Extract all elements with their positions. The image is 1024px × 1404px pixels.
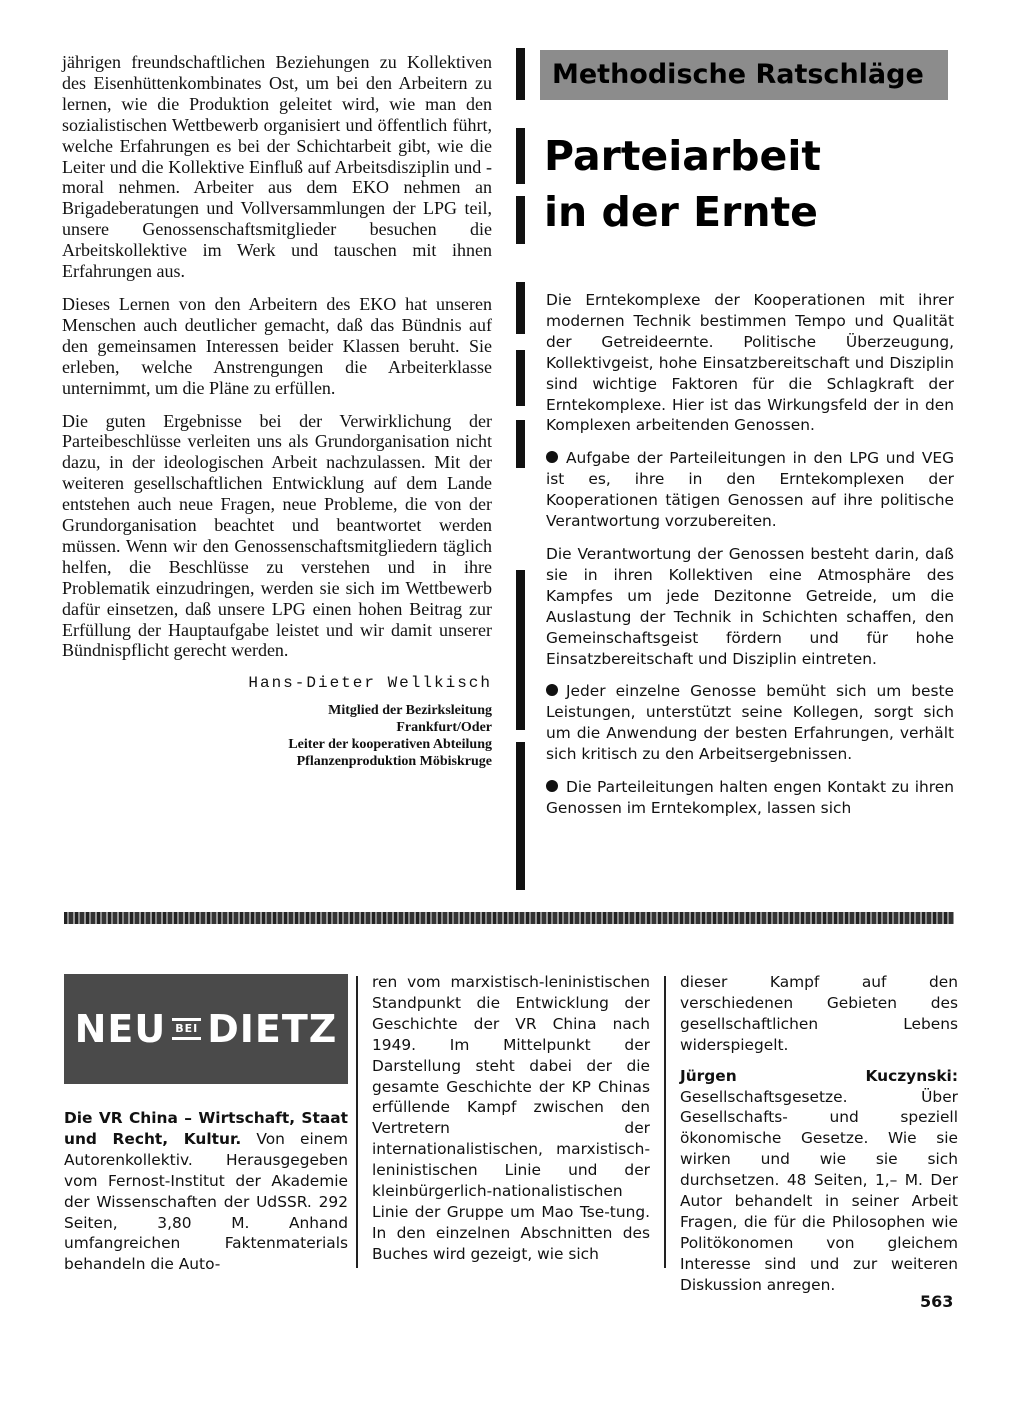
article-headline (544, 128, 821, 240)
book1-title: Die VR China – Wirtschaft, Staat und Recht, Kultur. (64, 1109, 348, 1148)
right-paragraph-2: Die Verantwortung der Genossen besteht darin, daß sie in ihren Kollektiven eine Atmosphäre des Kampfes um jede Dezitonne Getreide, um die Auslastung der Technik in Schichten schaffen, den Gemeinschaftsgeist fördern und für hohe Einsatzbereitschaft und Disziplin eintreten. (546, 544, 954, 668)
column-rule (356, 976, 358, 1268)
margin-bar (516, 350, 525, 406)
neu-bei-dietz-logo (64, 974, 348, 1084)
book2-entry (680, 1066, 958, 1296)
section-kicker: Methodische Ratschläge (540, 50, 948, 100)
author-role-line: Frankfurt/Oder (396, 720, 492, 736)
author-role-line: Mitglied der Bezirksleitung (328, 703, 492, 719)
author-role-line: Leiter der kooperativen Abteilung (288, 737, 492, 753)
left-article (62, 52, 492, 770)
intro-paragraph: Die Erntekomplexe der Kooperationen mit ihrer modernen Technik bestimmen Tempo und Qualität der Getreideernte. Politische Überzeugung, Kollektivgeist, hohe Einsatzbereitschaft und Disziplin sind wichtige Faktoren für die Schlagkraft der Erntekomplexe. Hier ist das Wirkungsfeld der in den Komplexen arbeitenden Genossen. (546, 291, 954, 435)
headline-line-1: Parteiarbeit (544, 132, 821, 180)
bullet-paragraph-2 (546, 681, 954, 765)
book1-text-a: Von einem Autorenkollektiv. Herausgegeben vom Fernost-Institut der Akademie der Wissenschaften der UdSSR. 292 Seiten, 3,80 M. Anhand umfangreichen Faktenmaterials behandeln die Auto- (64, 1129, 348, 1274)
page-number: 563 (920, 1292, 954, 1311)
book1-column-a (64, 1108, 348, 1275)
margin-bar (516, 128, 525, 184)
book-column-c (680, 972, 958, 1308)
bullet-icon (546, 780, 558, 792)
bullet-paragraph-3 (546, 777, 954, 819)
column-rule (664, 976, 666, 1268)
logo-bei: BEI (172, 1018, 201, 1040)
bullet-text: Jeder einzelne Genosse bemüht sich um beste Leistungen, unterstützt seine Kollegen, sorgt sich um die Anwendung der besten Erfahrungen, verhält sich kritisch zu den Arbeitsergebnissen. (546, 682, 954, 764)
left-paragraph-3: Die guten Ergebnisse bei der Verwirklichung der Parteibeschlüsse verleiten uns als Grundorganisation nicht dazu, in der ideologischen Arbeit nachzulassen. Mit der weiteren gesellschaftlichen Entwicklung auf dem Lande entstehen auch neue Fragen, neue Probleme, die von der Grundorganisation beachtet und beantwortet werden müssen. Wenn wir den Genossenschaftsmitgliedern täglich helfen, die Beschlüsse zu verstehen und in ihre Problematik einzudringen, werden sie sich im Wettbewerb dafür einsetzen, daß unsere LPG einen hohen Beitrag zur Erfüllung der Hauptaufgabe leistet und wir damit unserer Bündnispflicht gerecht werden. (62, 410, 492, 661)
margin-bar (516, 420, 525, 468)
book1-column-b (372, 972, 650, 1265)
right-article (546, 290, 954, 831)
section-divider (64, 912, 954, 924)
book1-text-b: ren vom marxistisch-leninistischen Standpunkt die Entwicklung der Geschichte der VR China nach 1949. Im Mittelpunkt der Darstellung steht dabei der die gesamte Geschichte der KP Chinas erfüllende Kampf zwischen den Vertretern der internationalistischen, marxistisch-leninistischen Linie und der kleinbürgerlich-nationalistischen Linie der Gruppe um Mao Tse-tung. In den einzelnen Abschnitten des Buches wird gezeigt, wie sich (372, 973, 650, 1263)
logo-dietz: DIETZ (207, 1007, 338, 1051)
margin-bar (516, 742, 525, 890)
left-paragraph-1: jährigen freundschaftlichen Beziehungen zu Kollektiven des Eisenhüttenkombinates Ost, um bei den Arbeitern zu lernen, wie die Produktion geleitet wird, wie man den sozialistischen Wettbewerb organisiert und öffentlich führt, welche Erfahrungen es bei der Schichtarbeit gibt, wie die Leiter und die Kollektive Einfluß auf Arbeitsdisziplin und -moral nehmen. Arbeiter aus dem EKO nehmen an Brigadeberatungen und Vollversammlungen der LPG teil, unsere Genossenschaftsmitglieder besuchen die Arbeitskollektive im Werk und tauschen mit ihnen Erfahrungen aus. (62, 52, 492, 282)
book2-author: Jürgen Kuczynski: (680, 1066, 958, 1085)
bullet-text: Die Parteileitungen halten engen Kontakt zu ihren Genossen im Erntekomplex, lassen sich (546, 778, 954, 817)
bullet-paragraph-1 (546, 448, 954, 532)
margin-bar (516, 48, 525, 100)
book1-text-c: dieser Kampf auf den verschiedenen Gebieten des gesellschaftlichen Lebens widerspiegelt. (680, 973, 958, 1054)
bullet-icon (546, 451, 558, 463)
author-roles (62, 702, 492, 770)
book2-text: Gesellschaftsgesetze. Über Gesellschafts- und speziell ökonomische Gesetze. Wie sie wirken und wie sie sich durchsetzen. 48 Seiten, 1,– M. Der Autor behandelt in seiner Arbeit Fragen, die für die Philosophen wie Politökonomen von gleichem Interesse sind und zur weiteren Diskussion anregen. (680, 1087, 958, 1294)
bullet-text: Aufgabe der Parteileitungen in den LPG und VEG ist es, ihre in den Erntekomplexen der Kooperationen tätigen Genossen auf ihre politische Verantwortung vorzubereiten. (546, 449, 954, 531)
margin-bar (516, 570, 525, 730)
left-paragraph-2: Dieses Lernen von den Arbeitern des EKO hat unseren Menschen auch deutlicher gemacht, daß das Bündnis auf den gemeinsamen Interessen beider Klassen beruht. Sie erleben, welche Anstrengungen die Arbeiterklasse unternimmt, um die Pläne zu erfüllen. (62, 293, 492, 398)
headline-line-2: in der Ernte (544, 188, 818, 236)
margin-bar (516, 196, 525, 244)
author-role-line: Pflanzenproduktion Möbiskruge (296, 754, 492, 770)
bullet-icon (546, 684, 558, 696)
author-name: Hans-Dieter Wellkisch (248, 674, 492, 693)
logo-neu: NEU (74, 1007, 167, 1051)
margin-bar (516, 282, 525, 334)
